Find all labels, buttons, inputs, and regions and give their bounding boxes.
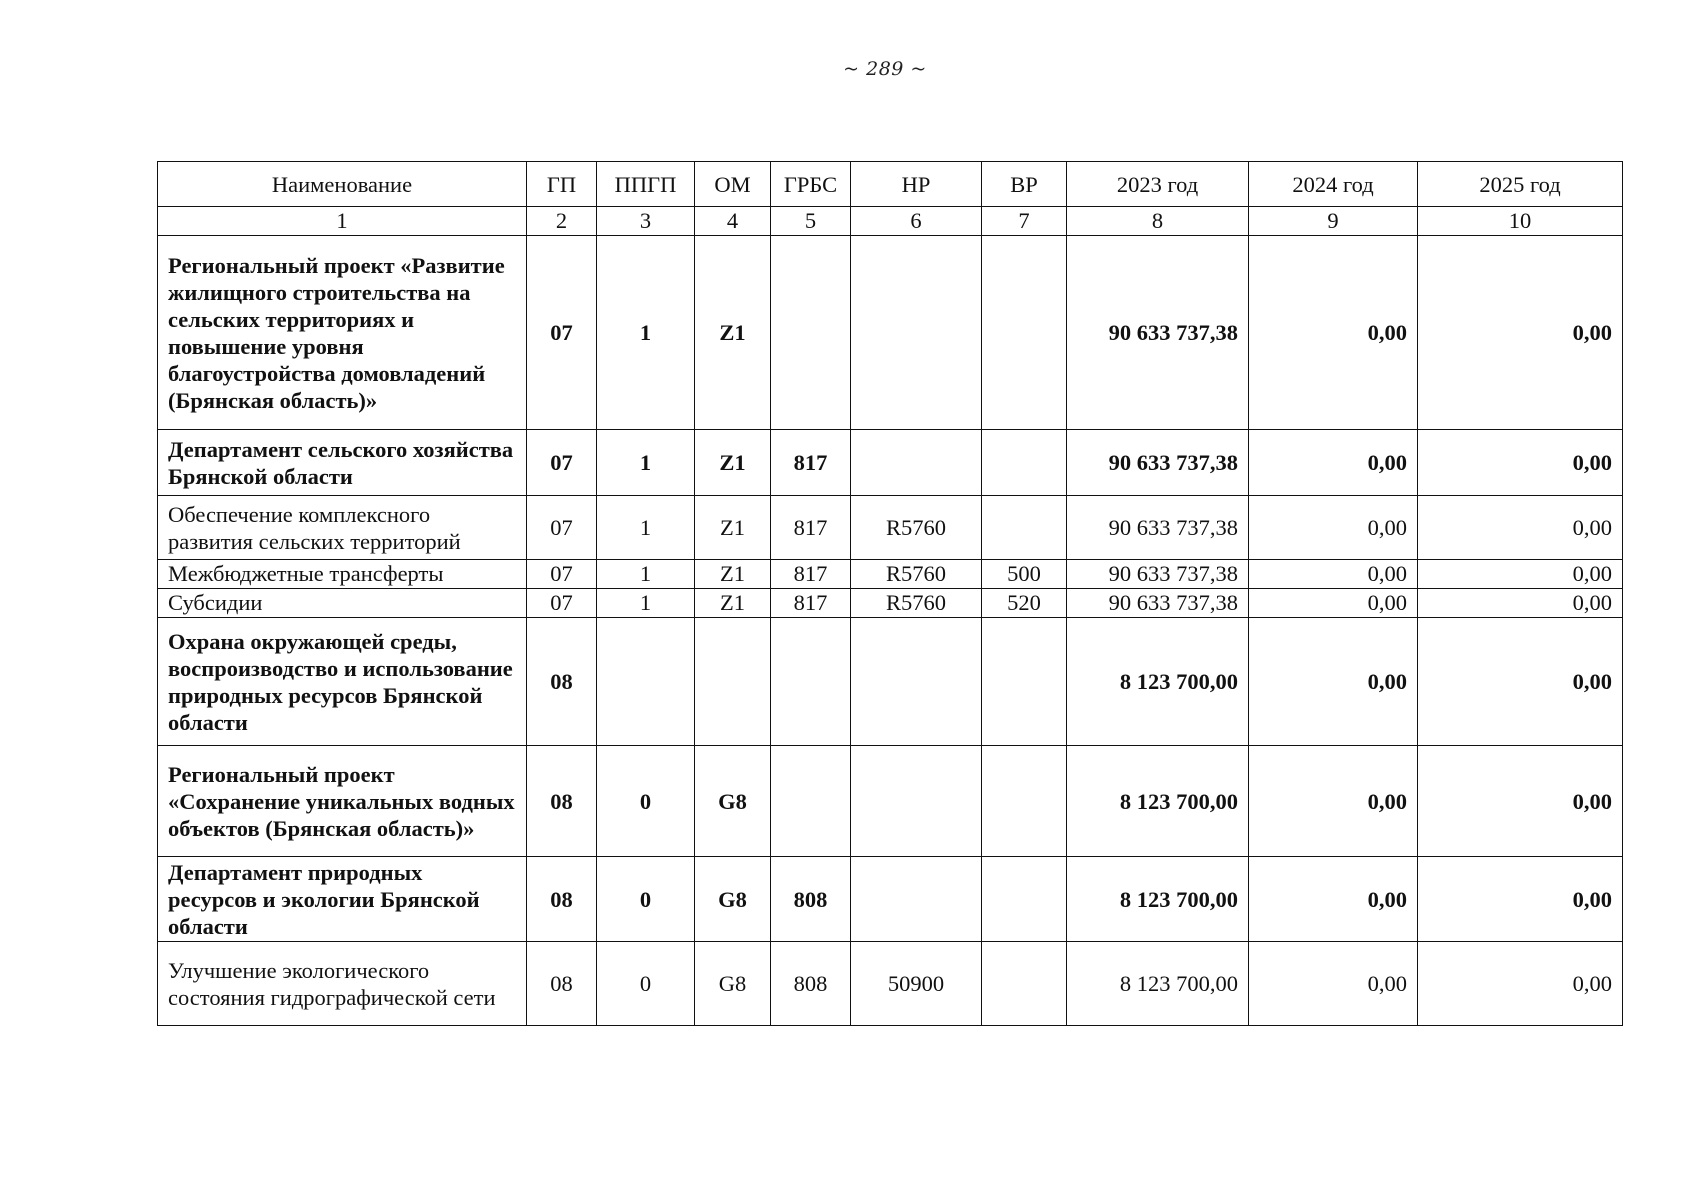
row-name: Департамент сельского хозяйства Брянской области <box>158 430 527 496</box>
row-name: Региональный проект «Сохранение уникальных водных объектов (Брянская область)» <box>158 746 527 857</box>
row-ppgp: 0 <box>597 857 695 942</box>
row-ppgp: 1 <box>597 589 695 618</box>
row-2025: 0,00 <box>1418 496 1623 560</box>
row-2025: 0,00 <box>1418 430 1623 496</box>
row-gp: 07 <box>527 560 597 589</box>
table-row <box>158 618 1623 746</box>
column-number: 5 <box>771 207 851 236</box>
row-om: Z1 <box>695 496 771 560</box>
header-vr: ВР <box>982 162 1067 207</box>
row-vr: 520 <box>982 589 1067 618</box>
row-gp: 08 <box>527 746 597 857</box>
row-nr <box>851 618 982 746</box>
row-2024: 0,00 <box>1249 942 1418 1026</box>
column-number: 8 <box>1067 207 1249 236</box>
row-vr <box>982 746 1067 857</box>
row-grbs <box>771 236 851 430</box>
row-om <box>695 618 771 746</box>
row-2023: 90 633 737,38 <box>1067 589 1249 618</box>
row-name: Субсидии <box>158 589 527 618</box>
row-nr: 50900 <box>851 942 982 1026</box>
row-vr <box>982 857 1067 942</box>
row-2023: 8 123 700,00 <box>1067 942 1249 1026</box>
row-ppgp <box>597 618 695 746</box>
row-vr <box>982 496 1067 560</box>
row-grbs: 817 <box>771 430 851 496</box>
table-row <box>158 430 1623 496</box>
table-row <box>158 857 1623 942</box>
column-number: 6 <box>851 207 982 236</box>
row-grbs: 808 <box>771 942 851 1026</box>
table-row <box>158 560 1623 589</box>
header-ppgp: ППГП <box>597 162 695 207</box>
row-2023: 8 123 700,00 <box>1067 857 1249 942</box>
row-name: Охрана окружающей среды, воспроизводство и использование природных ресурсов Брянской области <box>158 618 527 746</box>
row-gp: 07 <box>527 430 597 496</box>
row-om: Z1 <box>695 560 771 589</box>
page-number: ~ 289 ~ <box>843 58 927 80</box>
row-nr: R5760 <box>851 560 982 589</box>
row-gp: 07 <box>527 496 597 560</box>
row-nr: R5760 <box>851 496 982 560</box>
row-vr <box>982 236 1067 430</box>
row-2023: 90 633 737,38 <box>1067 560 1249 589</box>
row-gp: 07 <box>527 589 597 618</box>
row-grbs <box>771 618 851 746</box>
header-om: ОМ <box>695 162 771 207</box>
row-2025: 0,00 <box>1418 942 1623 1026</box>
row-grbs: 808 <box>771 857 851 942</box>
row-2025: 0,00 <box>1418 560 1623 589</box>
column-numbers-row <box>158 207 1623 236</box>
budget-table <box>157 161 1623 1026</box>
row-2023: 90 633 737,38 <box>1067 496 1249 560</box>
table-row <box>158 746 1623 857</box>
row-nr <box>851 746 982 857</box>
header-2023: 2023 год <box>1067 162 1249 207</box>
row-2024: 0,00 <box>1249 857 1418 942</box>
row-gp: 07 <box>527 236 597 430</box>
row-grbs: 817 <box>771 589 851 618</box>
row-name: Обеспечение комплексного развития сельских территорий <box>158 496 527 560</box>
row-2025: 0,00 <box>1418 618 1623 746</box>
row-om: Z1 <box>695 430 771 496</box>
header-name: Наименование <box>158 162 527 207</box>
table-row <box>158 942 1623 1026</box>
column-number: 2 <box>527 207 597 236</box>
row-grbs: 817 <box>771 560 851 589</box>
row-2025: 0,00 <box>1418 857 1623 942</box>
row-nr: R5760 <box>851 589 982 618</box>
row-2024: 0,00 <box>1249 589 1418 618</box>
header-2025: 2025 год <box>1418 162 1623 207</box>
row-ppgp: 1 <box>597 236 695 430</box>
column-number: 10 <box>1418 207 1623 236</box>
row-vr <box>982 430 1067 496</box>
row-2023: 90 633 737,38 <box>1067 236 1249 430</box>
row-name: Региональный проект «Развитие жилищного строительства на сельских территориях и повышение уровня благоустройства домовладений (Брянская область)» <box>158 236 527 430</box>
row-nr <box>851 857 982 942</box>
row-vr: 500 <box>982 560 1067 589</box>
header-gp: ГП <box>527 162 597 207</box>
row-om: Z1 <box>695 236 771 430</box>
row-gp: 08 <box>527 857 597 942</box>
column-number: 7 <box>982 207 1067 236</box>
row-om: G8 <box>695 857 771 942</box>
row-name: Межбюджетные трансферты <box>158 560 527 589</box>
header-nr: НР <box>851 162 982 207</box>
row-grbs <box>771 746 851 857</box>
column-number: 1 <box>158 207 527 236</box>
row-vr <box>982 618 1067 746</box>
row-2023: 8 123 700,00 <box>1067 746 1249 857</box>
row-nr <box>851 430 982 496</box>
row-2024: 0,00 <box>1249 496 1418 560</box>
row-2024: 0,00 <box>1249 746 1418 857</box>
row-vr <box>982 942 1067 1026</box>
header-2024: 2024 год <box>1249 162 1418 207</box>
row-name: Улучшение экологического состояния гидрографической сети <box>158 942 527 1026</box>
row-2024: 0,00 <box>1249 430 1418 496</box>
row-ppgp: 1 <box>597 430 695 496</box>
row-ppgp: 1 <box>597 496 695 560</box>
row-2025: 0,00 <box>1418 589 1623 618</box>
row-ppgp: 0 <box>597 746 695 857</box>
row-om: G8 <box>695 942 771 1026</box>
row-om: G8 <box>695 746 771 857</box>
row-2024: 0,00 <box>1249 618 1418 746</box>
row-2025: 0,00 <box>1418 746 1623 857</box>
row-2025: 0,00 <box>1418 236 1623 430</box>
header-grbs: ГРБС <box>771 162 851 207</box>
header-row <box>158 162 1623 207</box>
row-grbs: 817 <box>771 496 851 560</box>
column-number: 3 <box>597 207 695 236</box>
row-gp: 08 <box>527 942 597 1026</box>
table-row <box>158 496 1623 560</box>
row-ppgp: 0 <box>597 942 695 1026</box>
row-om: Z1 <box>695 589 771 618</box>
row-name: Департамент природных ресурсов и экологии Брянской области <box>158 857 527 942</box>
row-2024: 0,00 <box>1249 560 1418 589</box>
table-row <box>158 589 1623 618</box>
row-ppgp: 1 <box>597 560 695 589</box>
table-row <box>158 236 1623 430</box>
column-number: 4 <box>695 207 771 236</box>
row-nr <box>851 236 982 430</box>
row-gp: 08 <box>527 618 597 746</box>
row-2023: 90 633 737,38 <box>1067 430 1249 496</box>
column-number: 9 <box>1249 207 1418 236</box>
row-2024: 0,00 <box>1249 236 1418 430</box>
row-2023: 8 123 700,00 <box>1067 618 1249 746</box>
